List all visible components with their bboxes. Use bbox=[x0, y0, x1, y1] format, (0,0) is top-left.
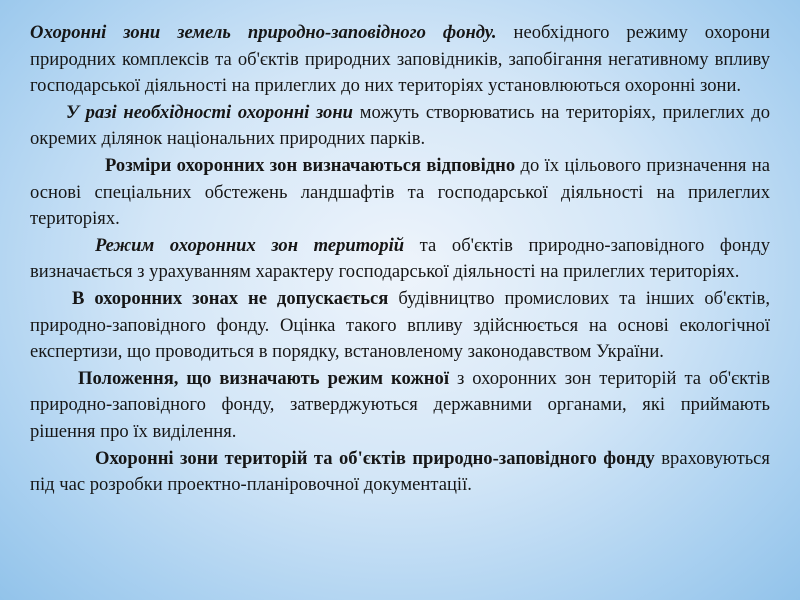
paragraph-5 bbox=[30, 286, 770, 366]
paragraph-6-lead: Положення, що визначають режим кожної bbox=[78, 367, 449, 389]
paragraph-2-text: можуть створюватись на територіях, прилеглих до окремих ділянок національних природних парків. bbox=[30, 101, 771, 150]
paragraph-3-text: до їх цільового призначення на основі спеціальних обстежень ландшафтів та господарської діяльності на прилеглих територіях. bbox=[30, 154, 770, 230]
paragraph-3 bbox=[30, 153, 770, 233]
paragraph-4 bbox=[30, 233, 770, 286]
paragraph-5-lead: В охоронних зонах не допускається bbox=[72, 287, 389, 309]
paragraph-4-lead: Режим охоронних зон територій bbox=[95, 234, 405, 256]
paragraph-7-text: враховуються під час розробки проектно-планіровочної документації. bbox=[30, 447, 770, 496]
paragraph-1 bbox=[30, 20, 770, 100]
paragraph-7-lead: Охоронні зони територій та об'єктів природно-заповідного фонду bbox=[95, 447, 655, 469]
paragraph-2 bbox=[30, 100, 770, 153]
paragraph-4-text: та об'єктів природно-заповідного фонду визначається з урахуванням характеру господарської діяльності на прилеглих територіях. bbox=[30, 234, 770, 283]
paragraph-2-lead: У разі необхідності охоронні зони bbox=[66, 101, 354, 123]
paragraph-6-text: з охоронних зон територій та об'єктів природно-заповідного фонду, затверджуються державними органами, які приймають рішення про їх виділення. bbox=[30, 367, 770, 442]
paragraph-1-lead: Охоронні зони земель природно-заповідного фонду. bbox=[30, 22, 497, 43]
text-block bbox=[30, 20, 770, 499]
paragraph-6 bbox=[30, 366, 770, 446]
paragraph-1-text: необхідного режиму охорони природних комплексів та об'єктів природних заповідників, запобігання негативному впливу господарської діяльності на прилеглих до них територіях установлюються охоронні зони. bbox=[30, 22, 771, 97]
paragraph-5-text: будівництво промислових та інших об'єктів, природно-заповідного фонду. Оцінка такого впливу здійснюється на основі екологічної експертизи, що проводиться в порядку, встановленому законодавством України. bbox=[30, 287, 770, 363]
paragraph-7 bbox=[30, 446, 770, 499]
paragraph-3-lead: Розміри охоронних зон визначаються відповідно bbox=[105, 154, 516, 176]
